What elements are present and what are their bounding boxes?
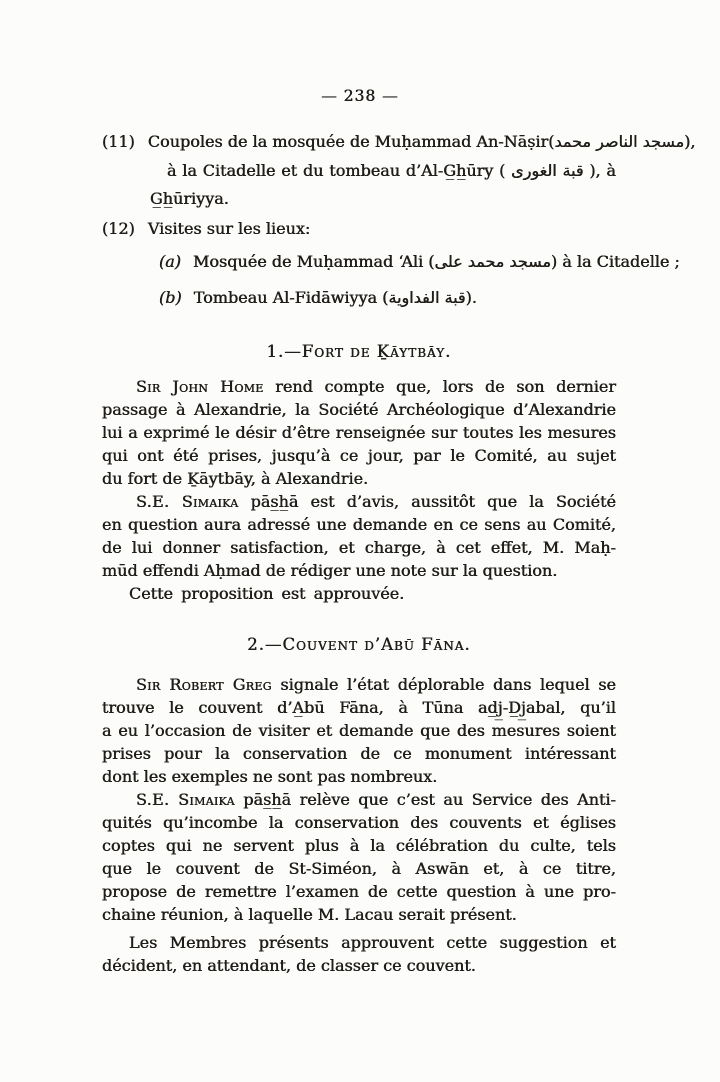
text-line: G̲h̲ūriyya. <box>150 189 229 208</box>
subitem-a-marker: (a) <box>159 252 182 271</box>
line-text: pās̲h̲ā relève que c’est au Service des Anti- <box>234 790 616 809</box>
text-line: coptes qui ne servent plus à la célébration du culte, tels <box>102 836 616 855</box>
text-line <box>102 215 616 244</box>
text-line: chaine réunion, à laquelle M. Lacau serait présent. <box>102 905 517 924</box>
text-line: en question aura adressé une demande en ce sens au Comité, <box>102 515 616 534</box>
speaker-name: S.E. Simaika <box>136 492 239 511</box>
page-number: — 238 — <box>321 87 399 105</box>
speaker-name: Sir John Home <box>136 377 264 396</box>
text-line <box>102 375 616 398</box>
text-line: dont les exemples ne sont pas nombreux. <box>102 767 438 786</box>
item-11-text: Coupoles de la mosquée de Muḥammad An-Nāṣir(مسجد الناصر محمد), <box>147 132 696 151</box>
paragraph-section1-2 <box>102 490 616 582</box>
list-item-11 <box>102 128 696 214</box>
text-line <box>102 490 616 513</box>
text-line: propose de remettre l’examen de cette question à une pro- <box>102 882 616 901</box>
item-12-text: Visites sur les lieux: <box>147 218 311 238</box>
text-line <box>102 788 616 811</box>
paragraph-approval <box>102 582 616 605</box>
line-text: signale l’état déplorable dans lequel se <box>271 675 616 694</box>
paragraph-lines <box>102 398 616 490</box>
text-line: lui a exprimé le désir d’être renseignée sur toutes les mesures <box>102 423 616 442</box>
text-line <box>102 673 616 696</box>
text-line: Cette proposition est approuvée. <box>129 584 405 603</box>
line-text: rend compte que, lors de son dernier <box>263 377 616 396</box>
paragraph-section2-2 <box>102 788 616 926</box>
paragraph-lines <box>102 513 616 582</box>
text-line: du fort de Ḵāytbāy, à Alexandrie. <box>102 469 369 488</box>
text-line: prises pour la conservation de ce monument intéressant <box>102 744 616 763</box>
text-line: qui ont été prises, jusqu’à ce jour, par le Comité, au sujet <box>102 446 616 465</box>
subitem-b-text: Tombeau Al-Fidāwiyya (قبة الفداوية). <box>193 287 477 307</box>
speaker-name: Sir Robert Greg <box>136 675 272 694</box>
section-1-heading: 1.—Fort de Ḵāytbāy. <box>266 342 452 361</box>
text-line: trouve le couvent d’A̲bū Fāna, à Tūna ad̲j̲-D̲j̲abal, qu’il <box>102 698 616 717</box>
list-subitem-b <box>102 284 616 313</box>
text-line: quités qu’incombe la conservation des couvents et églises <box>102 813 616 832</box>
list-item-12 <box>102 215 680 313</box>
paragraph-section1-1 <box>102 375 616 490</box>
text-line: que le couvent de St-Siméon, à Aswān et, à ce titre, <box>102 859 616 878</box>
text-line: de lui donner satisfaction, et charge, à cet effet, M. Maḥ- <box>102 538 616 557</box>
paragraph-section2-1 <box>102 673 616 788</box>
list-subitem-a <box>102 248 680 277</box>
text-line: mūd effendi Aḥmad de rédiger une note sur la question. <box>102 561 558 580</box>
text-line <box>102 128 696 157</box>
subitem-a-text: Mosquée de Muḥammad ‘Ali (مسجد محمد على) à la Citadelle ; <box>193 252 680 271</box>
text-line: a eu l’occasion de visiter et demande que des mesures soient <box>102 721 616 740</box>
item-11-marker: (11) <box>102 132 135 151</box>
page-body <box>102 128 696 977</box>
text-line: passage à Alexandrie, la Société Archéologique d’Alexandrie <box>102 400 616 419</box>
text-line: à la Citadelle et du tombeau d’Al-G̲h̲ūry ( قبة الغورى ), à <box>167 160 616 180</box>
section-2-heading: 2.—Couvent d’Abū Fāna. <box>247 635 471 654</box>
text-line: décident, en attendant, de classer ce couvent. <box>102 956 476 975</box>
item-12-marker: (12) <box>102 218 135 238</box>
paragraph-lines <box>102 811 616 926</box>
paragraph-lines <box>102 696 616 788</box>
paragraph-closing <box>102 931 616 977</box>
line-text: pās̲h̲ā est d’avis, aussitôt que la Société <box>238 492 616 511</box>
speaker-name: S.E. Simaika <box>136 790 235 809</box>
subitem-b-marker: (b) <box>159 287 182 307</box>
text-line: Les Membres présents approuvent cette suggestion et <box>129 933 616 952</box>
